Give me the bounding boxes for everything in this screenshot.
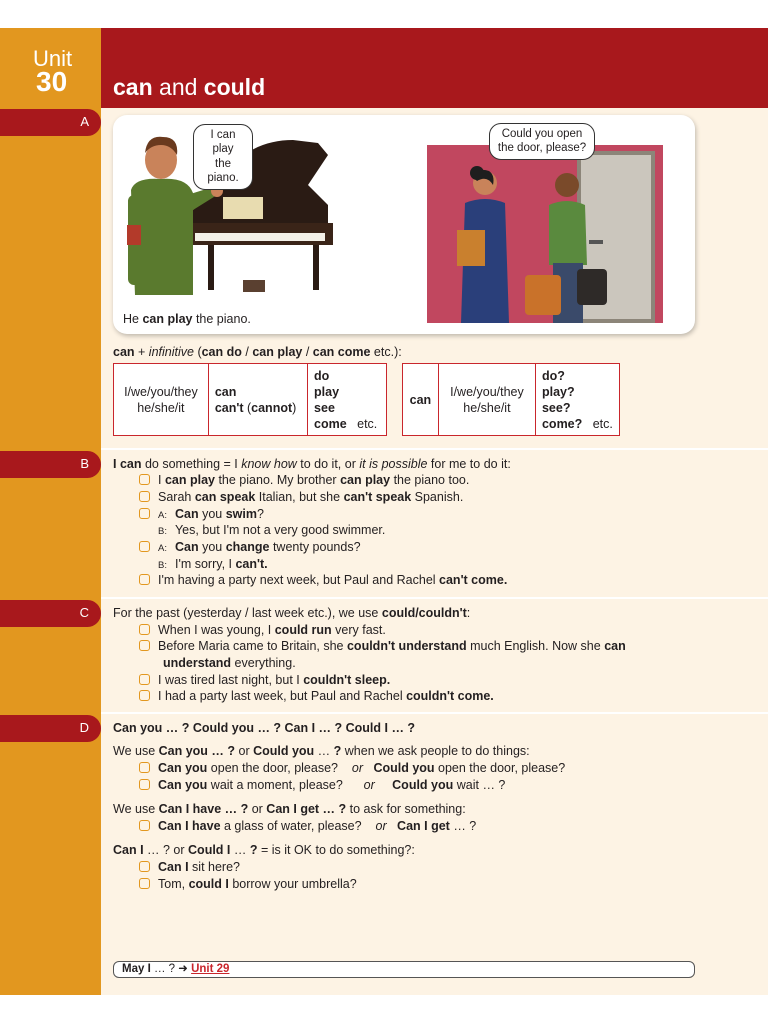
example-line: A: Can you change twenty pounds? [139,539,361,557]
checkbox-bullet-icon [139,861,150,872]
example-line: I was tired last night, but I couldn't sleep. [139,672,390,688]
checkbox-bullet-icon [139,574,150,585]
section-tab-d: D [0,715,101,742]
checkbox-bullet-icon [139,640,150,651]
example-line: Tom, could I borrow your umbrella? [139,876,357,892]
example-line: Can I have a glass of water, please? or Can I get … ? [139,818,476,834]
cross-reference-note: May I … ? ➜ Unit 29 [113,961,695,978]
section-b-intro: I can do something = I know how to do it, or it is possible for me to do it: [113,457,511,471]
verb-cell: do? play? see? come? etc. [535,364,619,436]
example-line: Can I sit here? [139,859,240,875]
section-divider [101,448,768,450]
speech-bubble-left: I can play the piano. [193,124,253,190]
section-d-paragraph: We use Can I have … ? or Can I get … ? to ask for something: [113,802,466,816]
example-line: I had a party last week, but Paul and Rachel couldn't come. [139,688,494,704]
illustration-caption: He can play the piano. [123,312,251,326]
page-title: can and could [113,74,266,100]
checkbox-bullet-icon [139,624,150,635]
checkbox-bullet-icon [139,779,150,790]
checkbox-bullet-icon [139,820,150,831]
checkbox-bullet-icon [139,690,150,701]
example-line: B: Yes, but I'm not a very good swimmer. [158,523,386,537]
door-scene-illustration [427,145,663,323]
example-line: B: I'm sorry, I can't. [158,557,268,571]
unit-29-link[interactable]: Unit 29 [191,963,230,975]
unit-number: 30 [36,66,68,97]
section-d-paragraph: We use Can you … ? or Could you … ? when we ask people to do things: [113,744,530,758]
section-d-paragraph: Can I … ? or Could I … ? = is it OK to do something?: [113,843,415,857]
pronoun-cell: I/we/you/they he/she/it [438,364,535,436]
section-c-intro: For the past (yesterday / last week etc.), we use could/couldn't: [113,606,471,620]
example-line: A: Can you swim? [139,506,264,524]
section-tab-b: B [0,451,101,478]
section-tab-a: A [0,109,101,136]
arrow-icon: ➜ [178,963,188,975]
example-line: I'm having a party next week, but Paul and Rachel can't come. [139,572,507,588]
verb-cell: do play see come etc. [308,364,387,436]
example-line: When I was young, I could run very fast. [139,622,386,638]
modal-cell: can can't (cannot) [208,364,307,436]
checkbox-bullet-icon [139,541,150,552]
modal-cell: can [403,364,439,436]
man-piano-illustration [113,115,413,315]
checkbox-bullet-icon [139,491,150,502]
example-line: Sarah can speak Italian, but she can't speak Spanish. [139,489,463,505]
checkbox-bullet-icon [139,508,150,519]
section-tab-c: C [0,600,101,627]
unit-word: Unit [33,46,73,71]
section-divider [101,597,768,599]
example-line: Can you wait a moment, please? or Could you wait … ? [139,777,505,793]
sidebar [0,28,101,995]
checkbox-bullet-icon [139,474,150,485]
infinitive-explanation: can + infinitive (can do / can play / can come etc.): [113,345,402,359]
checkbox-bullet-icon [139,878,150,889]
section-divider [101,712,768,714]
section-d-heading: Can you … ? Could you … ? Can I … ? Could I … ? [113,721,416,735]
question-table [402,363,620,436]
affirmative-table [113,363,387,436]
example-line: I can play the piano. My brother can play the piano too. [139,472,469,488]
example-line-continued: understand everything. [163,656,296,670]
checkbox-bullet-icon [139,674,150,685]
people-illustration [427,145,663,323]
checkbox-bullet-icon [139,762,150,773]
illustration-panel [113,115,695,334]
speech-bubble-right: Could you open the door, please? [489,123,595,160]
example-line: Can you open the door, please? or Could you open the door, please? [139,760,565,776]
example-line: Before Maria came to Britain, she couldn't understand much English. Now she can [139,638,626,654]
pronoun-cell: I/we/you/they he/she/it [114,364,209,436]
